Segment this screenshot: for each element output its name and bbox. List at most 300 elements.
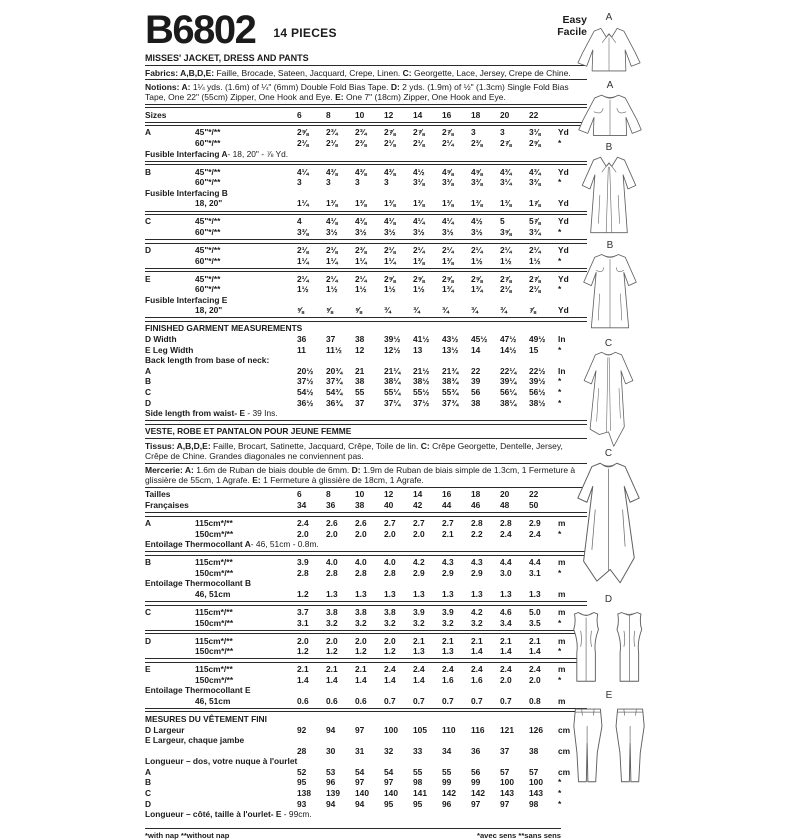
value: 38¼	[500, 397, 517, 408]
section-header: FINISHED GARMENT MEASUREMENTS	[145, 323, 303, 334]
value: 4.3	[471, 557, 483, 568]
figure-dress-front-back	[566, 594, 651, 688]
figure-view-label: A	[606, 80, 614, 91]
value: 21½	[413, 365, 430, 376]
value: 3	[500, 127, 505, 138]
row-sublabel: 150cm*/**	[195, 567, 234, 578]
unit: Yd	[558, 166, 569, 177]
jacket-line-art-icon	[572, 91, 648, 141]
difficulty-en: Easy	[562, 14, 587, 26]
figure-duster-front	[567, 338, 650, 449]
nap-footnotes	[145, 831, 561, 840]
value: 2.1	[442, 635, 454, 646]
value: 1⅜	[355, 198, 367, 209]
value: 54	[384, 766, 394, 777]
table-row	[145, 589, 587, 600]
table-note	[145, 149, 587, 160]
value: 2⅞	[500, 138, 512, 149]
value: 3.9	[413, 607, 425, 617]
duster-line-art-icon	[567, 349, 650, 449]
size-column-header: 18	[471, 489, 481, 500]
figure-view-label: D	[604, 594, 613, 605]
value: 1.3	[529, 589, 541, 600]
value: 2.0	[297, 528, 309, 539]
dress-line-art-icon	[566, 605, 651, 688]
table-row	[145, 305, 587, 316]
sizes-label: Françaises	[145, 500, 189, 511]
text: - 46, 51cm - 0.8m.	[250, 539, 319, 550]
row-label	[145, 198, 195, 209]
figure-view-label: A	[605, 12, 613, 23]
bold-text: C:	[402, 67, 412, 78]
nap-note-en: *with nap **without nap	[145, 830, 230, 840]
value: 5.0	[529, 607, 541, 617]
section-header: VESTE, ROBE ET PANTALON POUR JEUNE FEMME	[145, 426, 352, 437]
value: 36	[297, 333, 307, 344]
unit: *	[558, 138, 562, 149]
value: 3	[326, 177, 331, 188]
value: 2.8	[326, 567, 338, 578]
value: 96	[326, 777, 336, 788]
fabrics-line	[145, 68, 587, 78]
table-row	[145, 387, 587, 398]
value: 2.0	[384, 635, 396, 646]
value: 2.0	[500, 674, 512, 685]
value: 2⅝	[413, 273, 425, 284]
size-column-header: 36	[326, 500, 336, 511]
row-label: D	[145, 635, 152, 646]
value: ⅞	[529, 305, 536, 316]
value: 93	[297, 798, 307, 809]
table-row	[145, 227, 587, 238]
value: 2.7	[384, 518, 396, 529]
table-note	[145, 295, 587, 306]
value: 38	[529, 745, 539, 756]
pattern-number: B6802	[145, 8, 256, 52]
row-label	[145, 618, 195, 629]
value: 56¼	[500, 386, 517, 397]
value: 105	[413, 724, 427, 735]
value: 4¾	[500, 166, 512, 177]
value: 2⅞	[384, 127, 396, 138]
row-sublabel: 46, 51cm	[195, 589, 231, 600]
bold-text: Side length from waist- E	[145, 408, 246, 419]
text: 1 Fermeture à glissière de 18cm, 1 Agrafe.	[260, 475, 424, 486]
size-column-header: 8	[326, 489, 331, 500]
nap-note-fr: *avec sens **sans sens	[476, 830, 561, 840]
bold-text: E:	[335, 91, 344, 102]
table-row	[145, 725, 587, 736]
value: 1.4	[297, 674, 309, 685]
unit: *	[558, 528, 562, 539]
value: 31	[355, 745, 365, 756]
value: 43½	[442, 333, 459, 344]
value: 34	[442, 745, 452, 756]
value: 55	[413, 766, 423, 777]
value: 1½	[326, 284, 338, 295]
value: 3.9	[442, 607, 454, 617]
value: 54½	[297, 386, 314, 397]
row-label	[145, 305, 195, 316]
value: 1.3	[500, 589, 512, 600]
row-sublabel: 60"*/**	[195, 284, 221, 295]
table-note	[145, 408, 587, 419]
value: 1⅜	[442, 255, 454, 266]
value: 55¾	[442, 386, 459, 397]
value: 45½	[471, 333, 488, 344]
piece-count: 14 PIECES	[273, 26, 337, 40]
value: 2.4	[529, 664, 541, 675]
value: 3	[471, 127, 476, 138]
value: 100	[500, 777, 514, 788]
value: 99	[471, 777, 481, 788]
rule	[145, 420, 587, 424]
value: 4¼	[297, 166, 309, 177]
value: 1.4	[529, 646, 541, 657]
unit: Yd	[558, 127, 569, 138]
bold-text: Fusible Interfacing B	[145, 187, 228, 198]
value: 2.9	[471, 567, 483, 578]
bold-text: Entoilage Thermocollant B	[145, 578, 252, 589]
value: 0.7	[471, 695, 483, 706]
sizes-label: Sizes	[145, 109, 167, 120]
row-label: D	[145, 245, 152, 255]
row-label: E	[145, 273, 151, 284]
sizes-label: Tailles	[145, 489, 171, 500]
title-row	[145, 10, 587, 52]
value: 2.0	[355, 635, 367, 646]
value: 95	[384, 798, 394, 809]
value: 2.4	[500, 664, 512, 675]
value: 38¾	[442, 376, 459, 387]
value: 142	[471, 788, 485, 799]
bold-text: Longueur – côté, taille à l'ourlet- E	[145, 809, 282, 820]
value: 20½	[297, 365, 314, 376]
table-row	[145, 366, 587, 377]
value: 2.0	[297, 635, 309, 646]
table-row	[145, 167, 587, 178]
value: 4⅛	[355, 216, 367, 227]
text: 1.6m de Ruban de biais double de 6mm.	[193, 465, 352, 476]
value: 1⅞	[529, 198, 541, 209]
value: 99	[442, 777, 452, 788]
unit: *	[558, 567, 562, 578]
text: - 99cm.	[281, 809, 312, 820]
value: 3⅜	[529, 177, 541, 188]
value: 36	[471, 745, 481, 756]
value: 1½	[413, 284, 425, 295]
value: 2.1	[297, 664, 309, 675]
size-column-header: 16	[442, 109, 452, 120]
row-sublabel: 45"*/**	[195, 245, 221, 255]
value: 3.2	[471, 617, 483, 628]
size-column-header: 40	[384, 500, 394, 511]
bold-text: Back length from base of neck:	[145, 355, 270, 366]
value: 37½	[297, 376, 314, 387]
row-sublabel: 45"*/**	[195, 216, 221, 227]
value: 2.8	[471, 518, 483, 529]
row-sublabel: 115cm*/**	[195, 635, 233, 646]
value: 2.4	[500, 528, 512, 539]
value: 140	[355, 788, 369, 799]
value: 1¼	[297, 198, 309, 209]
value: 98	[413, 777, 423, 788]
value: 2.7	[442, 518, 454, 529]
size-column-header: 6	[297, 489, 302, 500]
text: - 18, 20" - ⅞ Yd.	[227, 148, 289, 159]
row-label	[145, 568, 195, 579]
figure-view-label: C	[604, 338, 613, 349]
figure-pants-front-back	[566, 690, 652, 789]
unit: m	[558, 518, 566, 529]
text: One 7" (18cm) Zipper, One Hook and Eye.	[343, 91, 506, 102]
value: 37	[500, 745, 510, 756]
bold-text: Entoilage Thermocollant A	[145, 539, 251, 550]
size-header-row	[145, 489, 587, 500]
value: 94	[326, 724, 336, 735]
rule	[145, 551, 587, 555]
table-note	[145, 355, 587, 366]
value: 138	[297, 788, 311, 799]
value: 22	[471, 365, 481, 376]
coat-line-art-icon	[570, 153, 648, 239]
value: 121	[500, 724, 514, 735]
value: 3¾	[529, 227, 541, 238]
value: 2⅞	[413, 127, 425, 138]
row-label	[145, 227, 195, 238]
value: 4¼	[413, 216, 425, 227]
table-row	[145, 618, 587, 629]
value: 3⅜	[442, 177, 454, 188]
value: 2⅛	[326, 245, 338, 255]
value: 2.8	[297, 567, 309, 578]
row-sublabel: 150cm*/**	[195, 674, 234, 685]
value: 2⅜	[471, 138, 483, 149]
value: 1¾	[442, 284, 454, 295]
value: 1.3	[413, 646, 425, 657]
value: 2.7	[413, 518, 425, 529]
value: 1½	[384, 284, 396, 295]
value: 3½	[355, 227, 367, 238]
table-row	[145, 345, 587, 356]
table-row	[145, 788, 587, 799]
value: 55½	[413, 386, 430, 397]
unit: m	[558, 695, 566, 706]
row-sublabel: 150cm*/**	[195, 528, 234, 539]
unit: m	[558, 589, 566, 600]
value: 3⅛	[413, 177, 425, 188]
rule	[145, 828, 561, 829]
row-label: D Width	[145, 333, 177, 344]
value: 39	[471, 376, 481, 387]
row-label: B	[145, 376, 152, 387]
value: 4.2	[471, 607, 483, 617]
value: 3⅜	[471, 177, 483, 188]
value: 126	[529, 724, 543, 735]
value: 143	[529, 788, 543, 799]
figure-jacket-back	[572, 80, 648, 141]
value: 37½	[413, 397, 430, 408]
value: 2.1	[413, 635, 425, 646]
value: 2.9	[529, 518, 541, 529]
value: 11½	[326, 344, 342, 355]
row-label: C	[145, 607, 152, 617]
row-label: B	[145, 777, 152, 788]
rule	[145, 104, 587, 108]
value: 2.1	[355, 664, 367, 675]
row-sublabel: 150cm*/**	[195, 617, 234, 628]
difficulty-fr: Facile	[557, 26, 587, 38]
row-sublabel: 115cm*/**	[195, 607, 233, 617]
value: 2.9	[442, 567, 454, 578]
value: ⅝	[355, 305, 362, 316]
value: 38	[471, 397, 481, 408]
row-label	[145, 529, 195, 540]
table-row	[145, 675, 587, 686]
row-sublabel: 60"*/**	[195, 138, 221, 149]
value: 97	[355, 724, 365, 735]
paragraph	[145, 441, 587, 461]
value: 1.2	[384, 646, 396, 657]
size-column-header: 38	[355, 500, 365, 511]
rule	[145, 463, 587, 464]
value: 21	[355, 365, 365, 376]
value: 3½	[413, 227, 425, 238]
value: 2¼	[297, 273, 309, 284]
size-column-header: 8	[326, 109, 331, 120]
table-row	[145, 696, 587, 707]
value: ¾	[442, 305, 449, 316]
value: 1½	[355, 284, 367, 295]
value: 2¼	[326, 273, 338, 284]
value: 39½	[384, 333, 401, 344]
rule	[145, 658, 587, 662]
value: 15	[529, 344, 539, 355]
value: 22¼	[500, 365, 517, 376]
value: 53	[326, 766, 336, 777]
value: 13½	[442, 344, 459, 355]
value: 0.8	[529, 695, 541, 706]
table-note	[145, 188, 587, 199]
figure-coat-front	[570, 142, 648, 239]
coat-line-art-icon	[572, 251, 648, 334]
unit: *	[558, 397, 562, 408]
value: 4½	[413, 166, 425, 177]
value: 37¾	[442, 397, 459, 408]
value: 94	[326, 798, 336, 809]
table-row	[145, 636, 587, 647]
bold-text: Fusible Interfacing A	[145, 148, 228, 159]
rule	[145, 211, 587, 215]
row-label	[145, 284, 195, 295]
value: 2.4	[442, 664, 454, 675]
value: 0.6	[297, 695, 309, 706]
table-row	[145, 767, 587, 778]
row-sublabel: 18, 20"	[195, 305, 223, 316]
value: 3	[384, 177, 389, 188]
bold-text: Fusible Interfacing E	[145, 294, 228, 305]
value: 1¼	[326, 255, 338, 266]
table-row	[145, 398, 587, 409]
size-header-row	[145, 110, 587, 121]
value: 3.4	[500, 617, 512, 628]
value: 30	[326, 745, 336, 756]
table-row	[145, 664, 587, 675]
size-column-header: 10	[355, 489, 365, 500]
bold-text: Fabrics: A,B,D,E:	[145, 67, 215, 78]
value: 3½	[384, 227, 396, 238]
value: 98	[529, 798, 539, 809]
value: 4⅜	[326, 166, 338, 177]
rule	[145, 512, 587, 516]
value: 1.2	[326, 646, 338, 657]
notions-line	[145, 82, 587, 102]
table-note	[145, 756, 587, 767]
row-label: A	[145, 127, 152, 138]
table-row	[145, 376, 587, 387]
table-note	[145, 809, 587, 820]
value: 2.2	[471, 528, 483, 539]
value: 3.2	[413, 617, 425, 628]
size-column-header: 34	[297, 500, 307, 511]
value: 2.0	[326, 528, 338, 539]
value: 0.6	[355, 695, 367, 706]
value: 1⅜	[442, 198, 454, 209]
value: 3.2	[384, 617, 396, 628]
text: Faille, Brocade, Sateen, Jacquard, Crepe, Linen.	[214, 67, 403, 78]
unit: m	[558, 607, 566, 617]
value: 41½	[413, 333, 430, 344]
value: 2.1	[442, 528, 454, 539]
table-row	[145, 177, 587, 188]
value: 3.8	[355, 607, 367, 617]
value: 4	[297, 216, 302, 227]
text: 2 yds. (1.9m) of ½" (1.3cm) Single Fold Bias Tape, One 22" (55cm) Zipper, One Hook and Eye.	[145, 81, 569, 102]
unit: *	[558, 788, 562, 799]
bold-text: D:	[390, 81, 400, 92]
value: 37¼	[384, 397, 401, 408]
bold-text: E Largeur, chaque jambe	[145, 735, 245, 746]
value: 1.2	[297, 646, 309, 657]
value: 2.1	[326, 664, 338, 675]
value: 4⅜	[384, 166, 396, 177]
value: 38	[355, 376, 365, 387]
value: 0.6	[326, 695, 338, 706]
value: 13	[413, 344, 423, 355]
table-row	[145, 138, 587, 149]
value: 38¼	[384, 376, 401, 387]
value: 1.4	[500, 646, 512, 657]
value: 1.3	[413, 589, 425, 600]
row-sublabel: 45"*/**	[195, 127, 221, 138]
value: 37¾	[326, 376, 343, 387]
value: 2⅜	[355, 245, 367, 255]
value: 1.6	[442, 674, 454, 685]
value: 4⅛	[384, 216, 396, 227]
figure-view-label: B	[606, 240, 614, 251]
rule	[145, 239, 587, 243]
row-label: C	[145, 788, 152, 799]
value: 3.9	[297, 557, 309, 568]
unit: *	[558, 798, 562, 809]
value: 56½	[529, 386, 546, 397]
value: 2.1	[471, 635, 483, 646]
size-column-header: 46	[471, 500, 481, 511]
value: 21¾	[442, 365, 459, 376]
bold-text: C:	[420, 440, 430, 451]
value: 0.7	[384, 695, 396, 706]
table-row	[145, 646, 587, 657]
